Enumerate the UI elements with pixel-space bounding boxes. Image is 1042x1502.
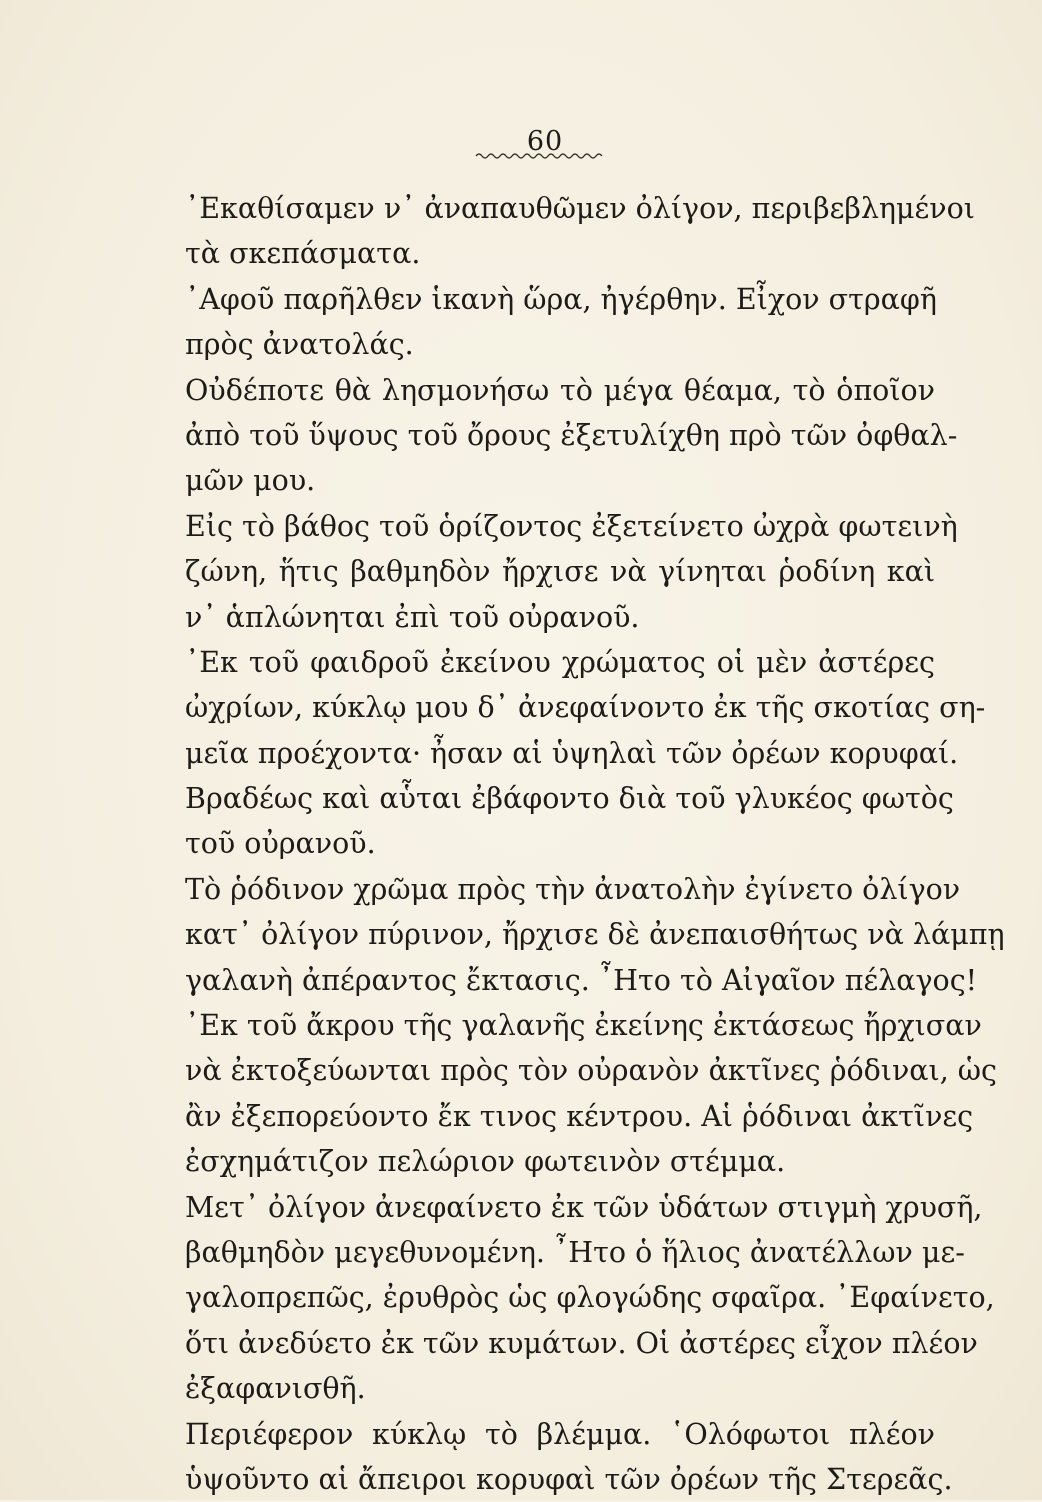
text-line: ᾿Αφοῦ παρῆλθεν ἱκανὴ ὥρα, ἠγέρθην. Εἶχον στραφῆ — [185, 282, 937, 316]
text-line: κατ᾿ ὀλίγον πύρινον, ἤρχισε δὲ ἀνεπαισθήτως νὰ λάμπῃ — [185, 918, 1005, 952]
body-text — [185, 186, 1005, 1502]
text-line: πρὸς ἀνατολάς. — [185, 328, 414, 362]
text-line: βαθμηδὸν μεγεθυνομένη. ῏Ητο ὁ ἥλιος ἀνατέλλων με- — [185, 1235, 965, 1269]
text-line: Οὐδέποτε θὰ λησμονήσω τὸ μέγα θέαμα, τὸ ὁποῖον — [185, 373, 935, 407]
text-line: Μετ᾿ ὀλίγον ἀνεφαίνετο ἐκ τῶν ὑδάτων στιγμὴ χρυσῆ, — [185, 1190, 983, 1224]
text-line: Περιέφερον κύκλῳ τὸ βλέμμα. ῾Ολόφωτοι πλέον — [185, 1417, 935, 1451]
text-line: ὅτι ἀνεδύετο ἐκ τῶν κυμάτων. Οἱ ἀστέρες εἶχον πλέον — [185, 1326, 978, 1360]
text-line: ἀπὸ τοῦ ὕψους τοῦ ὄρους ἐξετυλίχθη πρὸ τῶν ὀφθαλ- — [185, 418, 958, 452]
text-line: ἐσχημάτιζον πελώριον φωτεινὸν στέμμα. — [185, 1145, 786, 1179]
text-line: μεῖα προέχοντα· ἦσαν αἱ ὑψηλαὶ τῶν ὀρέων κορυφαί. — [185, 736, 959, 770]
text-line: τοῦ οὐρανοῦ. — [185, 827, 376, 861]
text-line: ν᾿ ἁπλώνηται ἐπὶ τοῦ οὐρανοῦ. — [185, 600, 640, 634]
text-line: Βραδέως καὶ αὗται ἐβάφοντο διὰ τοῦ γλυκέος φωτὸς — [185, 782, 954, 816]
text-line: νὰ ἐκτοξεύωνται πρὸς τὸν οὐρανὸν ἀκτῖνες ῥόδιναι, ὡς — [185, 1054, 998, 1088]
text-line: ζώνη, ἥτις βαθμηδὸν ἤρχισε νὰ γίνηται ῥοδίνη καὶ — [185, 555, 935, 589]
text-line: ᾿Εκ τοῦ φαιδροῦ ἐκείνου χρώματος οἱ μὲν ἀστέρες — [185, 645, 935, 679]
text-line: γαλανὴ ἀπέραντος ἔκτασις. ῏Ητο τὸ Αἰγαῖον πέλαγος! — [185, 963, 978, 997]
text-line: Εἰς τὸ βάθος τοῦ ὁρίζοντος ἐξετείνετο ὠχρὰ φωτεινὴ — [185, 509, 958, 543]
page-number: 60 — [526, 126, 564, 157]
text-line: ὑψοῦντο αἱ ἄπειροι κορυφαὶ τῶν ὀρέων τῆς Στερεᾶς. — [185, 1462, 953, 1496]
text-line: ἂν ἐξεπορεύοντο ἔκ τινος κέντρου. Αἱ ῥόδιναι ἀκτῖνες — [185, 1099, 974, 1133]
text-line: ᾿Εκ τοῦ ἄκρου τῆς γαλανῆς ἐκείνης ἐκτάσεως ἤρχισαν — [185, 1009, 982, 1043]
text-line: τὰ σκεπάσματα. — [185, 237, 421, 271]
text-line: Τὸ ῥόδινον χρῶμα πρὸς τὴν ἀνατολὴν ἐγίνετο ὀλίγον — [185, 872, 961, 906]
text-line: ἐξαφανισθῆ. — [185, 1372, 366, 1406]
text-line: ᾿Εκαθίσαμεν ν᾿ ἀναπαυθῶμεν ὀλίγον, περιβεβλημένοι — [185, 192, 975, 225]
text-line: μῶν μου. — [185, 464, 316, 498]
text-line: γαλοπρεπῶς, ἐρυθρὸς ὡς φλογώδης σφαῖρα. ᾿Εφαίνετο, — [185, 1281, 995, 1315]
text-line: ὠχρίων, κύκλῳ μου δ᾿ ἀνεφαίνοντο ἐκ τῆς σκοτίας ση- — [185, 691, 986, 725]
wavy-rule-ornament — [474, 150, 604, 162]
